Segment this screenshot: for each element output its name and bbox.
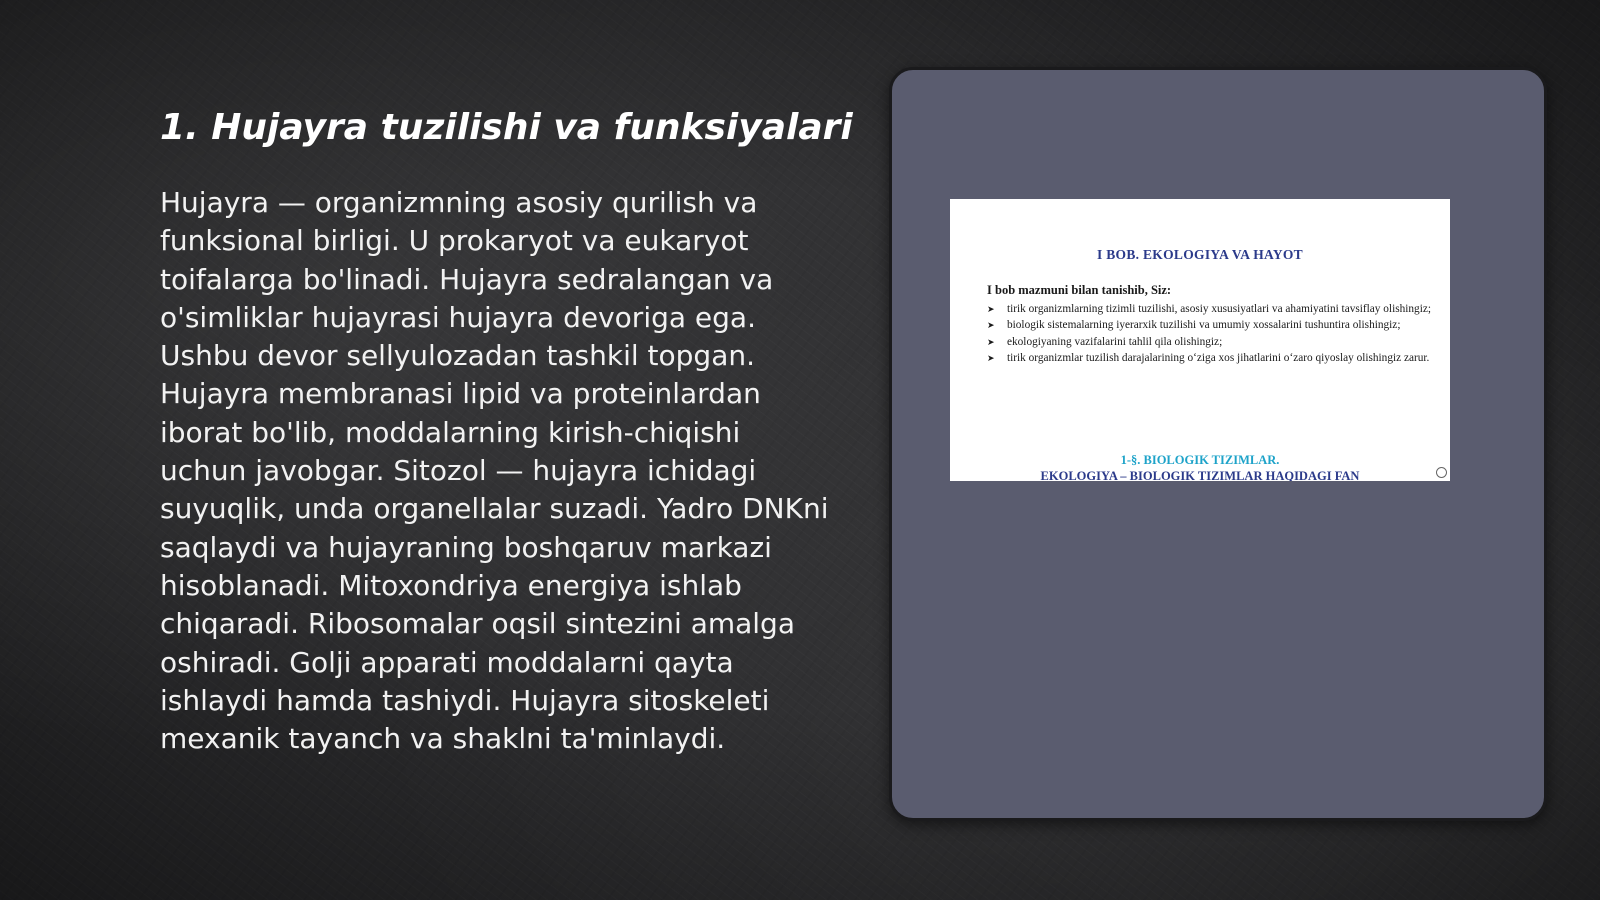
document-objectives-list xyxy=(967,301,1433,367)
arrowhead-bullet-icon: ➤ xyxy=(987,336,995,347)
arrowhead-bullet-icon: ➤ xyxy=(987,353,995,364)
list-item-text: tirik organizmlarning tizimli tuzilishi, asosiy xususiyatlari va ahamiyatini tavsiflay olishingiz; xyxy=(1007,303,1431,315)
list-item xyxy=(967,350,1433,366)
document-subsection-title: EKOLOGIYA – BIOLOGIK TIZIMLAR HAQIDAGI FAN xyxy=(1040,469,1360,481)
list-item-text: ekologiyaning vazifalarini tahlil qila olishingiz; xyxy=(1007,335,1223,348)
document-page-image xyxy=(950,199,1450,481)
list-item xyxy=(967,334,1433,350)
document-chapter-heading: I BOB. EKOLOGIYA VA HAYOT xyxy=(1097,247,1303,262)
list-item-text: tirik organizmlar tuzilish darajalarining o‘ziga xos jihatlarini o‘zaro qiyoslay olishingiz zarur. xyxy=(1007,352,1430,365)
arrowhead-bullet-icon: ➤ xyxy=(987,304,995,314)
page-corner-icon xyxy=(1436,467,1447,478)
arrowhead-bullet-icon: ➤ xyxy=(987,320,995,331)
slide-title: 1. Hujayra tuzilishi va funksiyalari xyxy=(160,107,853,148)
list-item xyxy=(967,317,1433,333)
slide-body-text: Hujayra — organizmning asosiy qurilish va funksional birligi. U prokaryot va eukaryot toifalarga bo'linadi. Hujayra sedralangan va o'simliklar hujayrasi hujayra devoriga ega. Ushbu devor sellyulozadan tashkil topgan. Hujayra membranasi lipid va proteinlardan iborat bo'lib, moddalarning kirish-chiqishi uchun javobgar. Sitozol — hujayra ichidagi suyuqlik, unda organellalar suzadi. Yadro DNKni saqlaydi va hujayraning boshqaruv markazi hisoblanadi. Mitoxondriya energiya ishlab chiqaradi. Ribosomalar oqsil sintezini amalga oshiradi. Golji apparati moddalarni qayta ishlaydi hamda tashiydi. Hujayra sitoskeleti mexanik tayanch va shaklni ta'minlaydi. xyxy=(160,186,829,756)
document-section-title: 1-§. BIOLOGIK TIZIMLAR. xyxy=(1120,453,1280,467)
list-item xyxy=(967,301,1433,317)
list-item-text: biologik sistemalarning iyerarxik tuzilishi va umumiy xossalarini tushuntira olishingiz; xyxy=(1007,319,1401,332)
document-intro: I bob mazmuni bilan tanishib, Siz: xyxy=(987,283,1172,297)
